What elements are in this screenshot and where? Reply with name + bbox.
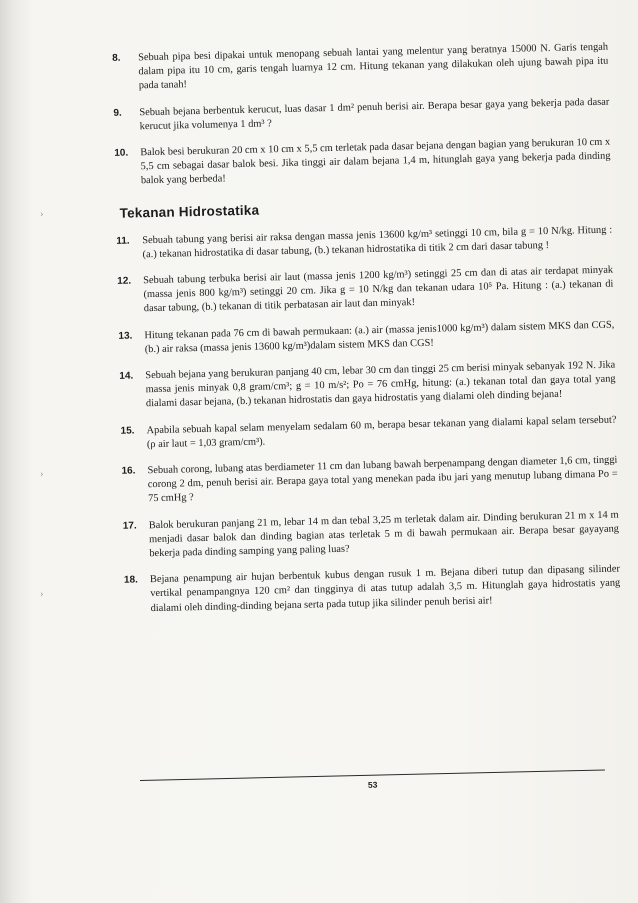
problem-number: 16. [121, 465, 136, 477]
problem-item [113, 264, 614, 318]
page-footer [140, 769, 605, 795]
problem-number: 10. [114, 147, 129, 159]
problem-number: 15. [120, 425, 135, 437]
problem-item [120, 563, 621, 617]
problem-number: 18. [123, 574, 139, 587]
margin-mark: › [40, 470, 44, 480]
problem-text: Balok besi berukuran 20 cm x 10 cm x 5,5 cm terletak pada dasar bejana dengan bagian yang berukuran 10 cm x 5,5 cm sebagai dasar balok besi. Jika tinggi air dalam bejana 1,4 m, hitunglah gaya yang bekerja pada dinding balok yang berbeda! [140, 136, 611, 187]
problem-item [117, 454, 618, 508]
problem-text: Hitung tekanan pada 76 cm di bawah permukaan: (a.) air (massa jenis1000 kg/m³) dalam sistem MKS dan CGS, (b.) air raksa (massa jenis 13600 kg/m³)dalam sistem MKS dan CGS! [144, 319, 615, 356]
problem-number: 11. [116, 235, 130, 247]
problem-text: Sebuah tabung terbuka berisi air laut (massa jenis 1200 kg/m³) setinggi 25 cm dan di atas air terdapat minyak (massa jenis 800 kg/m³) setinggi 20 cm. Jika g = 10 N/kg dan tekanan udara 10⁵ Pa. Hitung : (a.) tekanan di dasar tabung, (b.) tekanan di titik perbatasan air laut dan minyak! [143, 264, 614, 315]
problem-number: 14. [119, 370, 134, 382]
margin-mark: › [40, 590, 44, 600]
problem-item [109, 95, 610, 135]
problem-number: 9. [113, 107, 122, 119]
problem-item [116, 413, 617, 453]
problem-text: Bejana penampung air hujan berbentuk kubus dengan rusuk 1 m. Bejana diberi tutup dan dipasang silinder vertikal penampangnya 120 cm² dan tingginya di atas tutup adalah 3,5 m. Hitunglah gaya hidrostatis yang dialami oleh dinding-dinding bejana serta pada tutup jika silinder penuh berisi air! [149, 563, 621, 614]
problem-text: Sebuah bejana yang berukuran panjang 40 cm, lebar 30 cm dan tinggi 25 cm berisi minyak sebanyak 192 N. Jika massa jenis minyak 0,8 gram/cm³; g = 10 m/s²; Po = 76 cmHg, hitung: (a.) tekanan total dan gaya total yang dialami dasar bejana, (b.) tekanan hidrostatis dan gaya hidrostatis yang dialami oleh dinding bejana! [145, 359, 616, 410]
problem-text: Sebuah tabung yang berisi air raksa dengan massa jenis 13600 kg/m³ setinggi 10 cm, bila g = 10 N/kg. Hitung : (a.) tekanan hidrostatika di dasar tabung, (b.) tekanan hidrostatika di titik 2 cm dari dasar tabung ! [142, 224, 613, 261]
problem-item [110, 136, 611, 190]
problem-number: 12. [117, 275, 132, 287]
problem-number: 8. [112, 52, 121, 64]
problem-text: Balok berukuran panjang 21 m, lebar 14 m dan tebal 3,25 m terletak dalam air. Dinding berukuran 21 m x 14 m menjadi dasar balok dan dinding bagian atas terletak 5 m di bawah permukaan air. Berapa besar gayayang bekerja pada dinding samping yang paling luas? [148, 509, 620, 560]
page-number: 53 [367, 779, 378, 790]
margin-mark: › [40, 210, 44, 220]
problem-text: Apabila sebuah kapal selam menyelam sedalam 60 m, berapa besar tekanan yang dialami kapal selam tersebut? (ρ air laut = 1,03 gram/cm³). [146, 414, 617, 451]
problem-text: Sebuah corong, lubang atas berdiameter 11 cm dan lubang bawah berpenampang dengan diameter 1,6 cm, tinggi corong 2 dm, penuh berisi air. Berapa gaya total yang menekan pada ibu jari yang menutup lubang dimana Po = 75 cmHg ? [147, 454, 618, 505]
section-heading: Tekanan Hidrostatika [119, 202, 260, 221]
problem-text: Sebuah bejana berbentuk kerucut, luas dasar 1 dm² penuh berisi air. Berapa besar gaya yang bekerja pada dasar kerucut jika volumenya 1 dm³ ? [139, 96, 610, 133]
problem-item [108, 41, 609, 95]
problem-item [114, 318, 615, 358]
page-content [108, 41, 621, 629]
problem-item [115, 359, 616, 413]
problem-text: Sebuah pipa besi dipakai untuk menopang sebuah lantai yang melentur yang beratnya 15000 N. Garis tengah dalam pipa itu 10 cm, garis tengah luarnya 12 cm. Hitung tekanan yang dilakukan oleh ujung bawah pipa itu pada tanah! [138, 41, 609, 92]
problem-item [119, 508, 620, 562]
problem-number: 17. [122, 520, 137, 532]
problem-item [112, 223, 613, 263]
problem-number: 13. [118, 330, 133, 342]
